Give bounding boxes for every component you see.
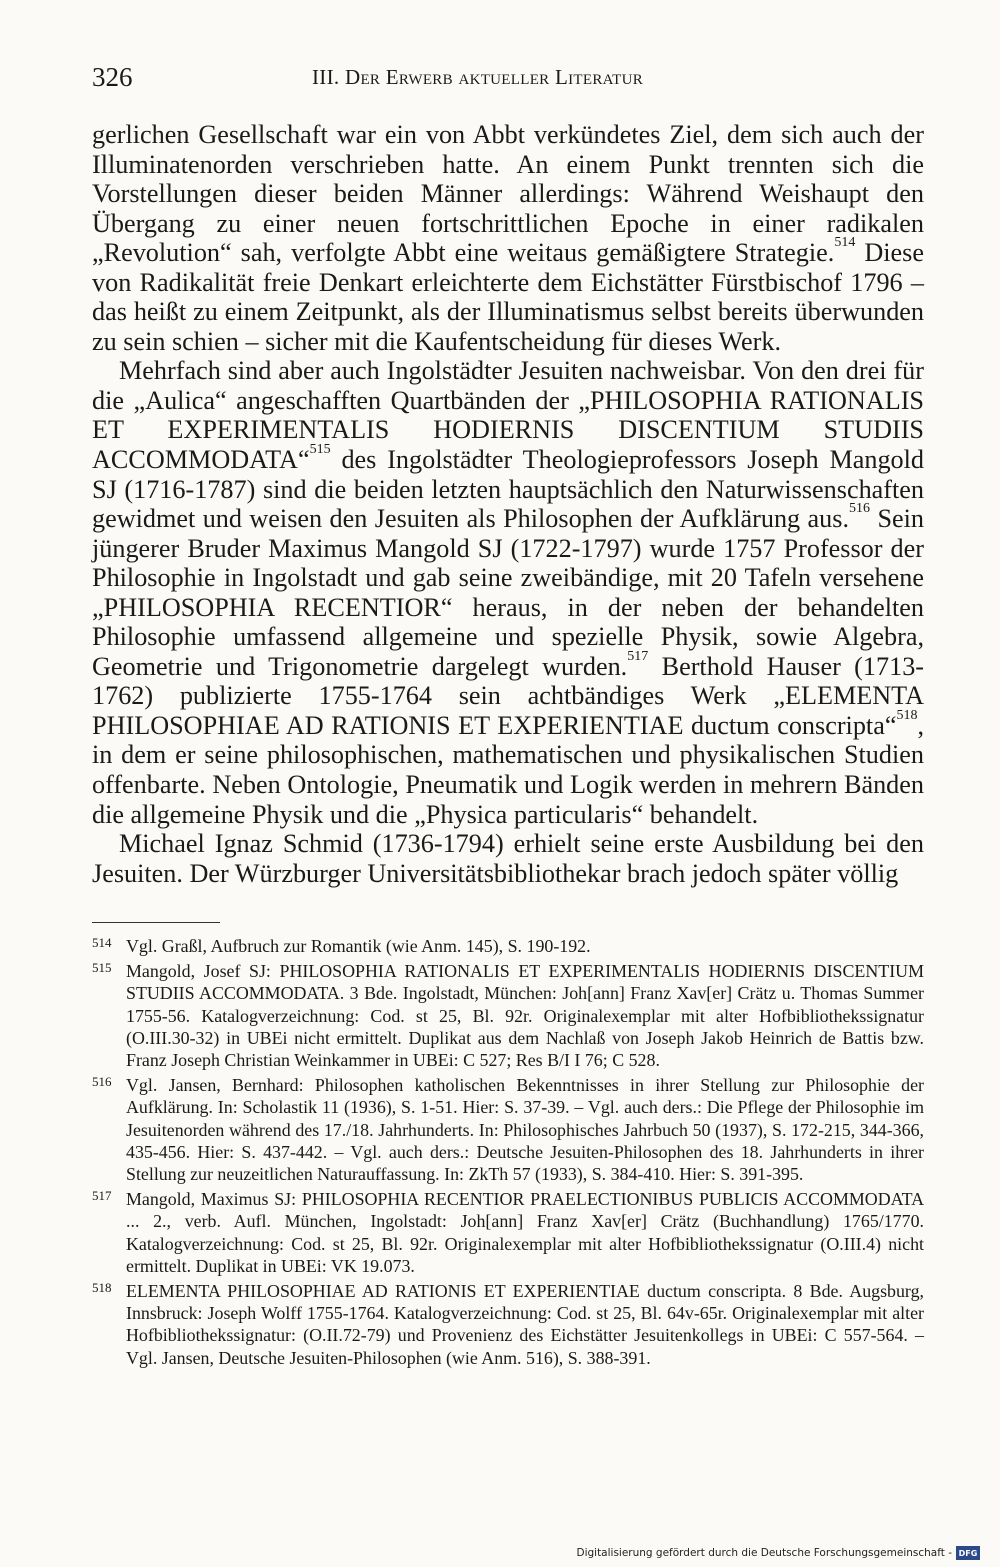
footnote-number: 518 xyxy=(92,1280,112,1296)
paragraph-3: Michael Ignaz Schmid (1736-1794) erhielt seine erste Ausbildung bei den Jesuiten. Der Würzburger Universitätsbibliothekar brach jedoch später völlig xyxy=(92,829,924,888)
footnote-516 xyxy=(92,1074,924,1185)
footnote-ref-514[interactable]: 514 xyxy=(834,235,856,251)
footnote-517 xyxy=(92,1188,924,1277)
running-head: III. Der Erwerb aktueller Literatur xyxy=(312,65,644,89)
footnote-text: Mangold, Maximus SJ: PHILOSOPHIA RECENTIOR PRAELECTIONIBUS PUBLICIS ACCOMMODATA ... 2., verb. Aufl. München, Ingolstadt: Joh[ann] Franz Xav[er] Crätz (Buchhandlung) 1765/1770. Katalogverzeichnung: Cod. st 25, Bl. 92r. Originalexemplar mit alter Hofbibliothekssignatur (O.III.4) nicht ermittelt. Duplikat in UBEi: VK 19.073. xyxy=(126,1189,924,1276)
dfg-logo: DFG xyxy=(956,1546,980,1560)
footnote-number: 516 xyxy=(92,1074,112,1090)
footnote-separator xyxy=(92,922,220,923)
page-number: 326 xyxy=(92,62,133,92)
footnote-text: ELEMENTA PHILOSOPHIAE AD RATIONIS ET EXPERIENTIAE ductum conscripta. 8 Bde. Augsburg, Innsbruck: Joseph Wolff 1755-1764. Katalogverzeichnung: Cod. st 25, Bl. 64v-65r. Originalexemplar mit alter Hofbibliothekssignatur: (O.II.72-79) und Provenienz des Eichstätter Jesuitenkollegs in UBEi: C 557-564. – Vgl. Jansen, Deutsche Jesuiten-Philosophen (wie Anm. 516), S. 388-391. xyxy=(126,1281,924,1368)
text-run: , in dem er seine philosophischen, mathematischen und physikalischen Studien offenbarte. Neben Ontologie, Pneumatik und Logik werden in mehrern Bänden die allgemeine Physik und die „Physica particularis“ behandelt. xyxy=(92,710,924,829)
funding-notice: Digitalisierung gefördert durch die Deutsche Forschungsgemeinschaft - xyxy=(576,1547,952,1559)
footnote-text: Mangold, Josef SJ: PHILOSOPHIA RATIONALIS ET EXPERIMENTALIS HODIERNIS DISCENTIUM STUDIIS ACCOMMODATA. 3 Bde. Ingolstadt, München: Joh[ann] Franz Xav[er] Crätz u. Thomas Summer 1755-56. Katalogverzeichnung: Cod. st 25, Bl. 92r. Originalexemplar mit alter Hofbibliothekssignatur (O.III.30-32) in UBEi nicht ermittelt. Duplikat aus dem Nachlaß von Joseph Jakob Heinrich de Battis bzw. Franz Joseph Christian Weinkammer in UBEi: C 527; Res B/I I 76; C 528. xyxy=(126,961,924,1071)
footnote-ref-516[interactable]: 516 xyxy=(849,501,871,517)
paragraph-2 xyxy=(92,356,924,829)
footnote-ref-518[interactable]: 518 xyxy=(896,707,918,723)
main-text xyxy=(92,120,924,888)
text-run: gerlichen Gesellschaft war ein von Abbt verkündetes Ziel, dem sich auch der Illuminatenorden verschrieben hatte. An einem Punkt trennten sich die Vorstellungen dieser beiden Männer allerdings: Während Weishaupt den Übergang zu einer neuen fortschrittlichen Epoche in einer radikalen „Revolution“ sah, verfolgte Abbt eine weitaus gemäßigtere Strategie. xyxy=(92,120,924,268)
page-header xyxy=(92,60,924,94)
footnote-text: Vgl. Graßl, Aufbruch zur Romantik (wie Anm. 145), S. 190-192. xyxy=(126,936,591,956)
text-run: Mehrfach sind aber auch Ingolstädter Jesuiten nachweisbar. Von den drei für die „Aulica“ angeschafften Quartbänden der „PHILOSOPHIA RATIONALIS ET EXPERIMENTALIS HODIERNIS DISCENTIUM STUDIIS ACCOMMODATA“ xyxy=(92,356,924,475)
text-run: Diese von Radikalität freie Denkart erleichterte dem Eichstätter Fürstbischof 1796 – das heißt zu einem Zeitpunkt, als der Illuminatismus selbst bereits überwunden zu sein schien – sicher mit die Kaufentscheidung für dieses Werk. xyxy=(92,238,924,356)
footnote-514 xyxy=(92,935,924,957)
footnote-number: 517 xyxy=(92,1188,112,1204)
footnote-515 xyxy=(92,960,924,1071)
text-run: des Ingolstädter Theologieprofessors Joseph Mangold SJ (1716-1787) sind die beiden letzten hauptsächlich den Naturwissenschaften gewidmet und weisen den Jesuiten als Philosophen der Aufklärung aus. xyxy=(92,445,924,534)
digitization-footer xyxy=(576,1544,980,1562)
footnote-text: Vgl. Jansen, Bernhard: Philosophen katholischen Bekenntnisses in ihrer Stellung zur Philosophie der Aufklärung. In: Scholastik 11 (1936), S. 1-51. Hier: S. 37-39. – Vgl. auch ders.: Die Pflege der Philosophie im Jesuitenorden während des 17./18. Jahrhunderts. In: Philosophisches Jahrbuch 50 (1937), S. 172-215, 344-366, 435-456. Hier: S. 437-442. – Vgl. auch ders.: Deutsche Jesuiten-Philosophen des 18. Jahrhunderts in ihrer Stellung zur neuzeitlichen Naturauffassung. In: ZkTh 57 (1933), S. 384-410. Hier: S. 391-395. xyxy=(126,1075,924,1185)
text-run: Berthold Hauser (1713-1762) publizierte 1755-1764 sein achtbändiges Werk „ELEMENTA PHILOSOPHIAE AD RATIONIS ET EXPERIENTIAE ductum conscripta“ xyxy=(92,651,925,740)
footnote-ref-515[interactable]: 515 xyxy=(309,442,331,458)
footnote-number: 514 xyxy=(92,935,112,950)
footnotes xyxy=(92,935,924,1372)
text-run: Sein jüngerer Bruder Maximus Mangold SJ (1722-1797) wurde 1757 Professor der Philosophie in Ingolstadt und gab seine zweibändige, mit 20 Tafeln versehene „PHILOSOPHIA RECENTIOR“ heraus, in der neben der behandelten Philosophie umfassend allgemeine und spezielle Physik, sowie Algebra, Geometrie und Trigonometrie dargelegt wurden. xyxy=(92,504,924,681)
footnote-518 xyxy=(92,1280,924,1369)
footnote-number: 515 xyxy=(92,960,112,976)
paragraph-1 xyxy=(92,120,924,356)
footnote-ref-517[interactable]: 517 xyxy=(627,648,649,664)
